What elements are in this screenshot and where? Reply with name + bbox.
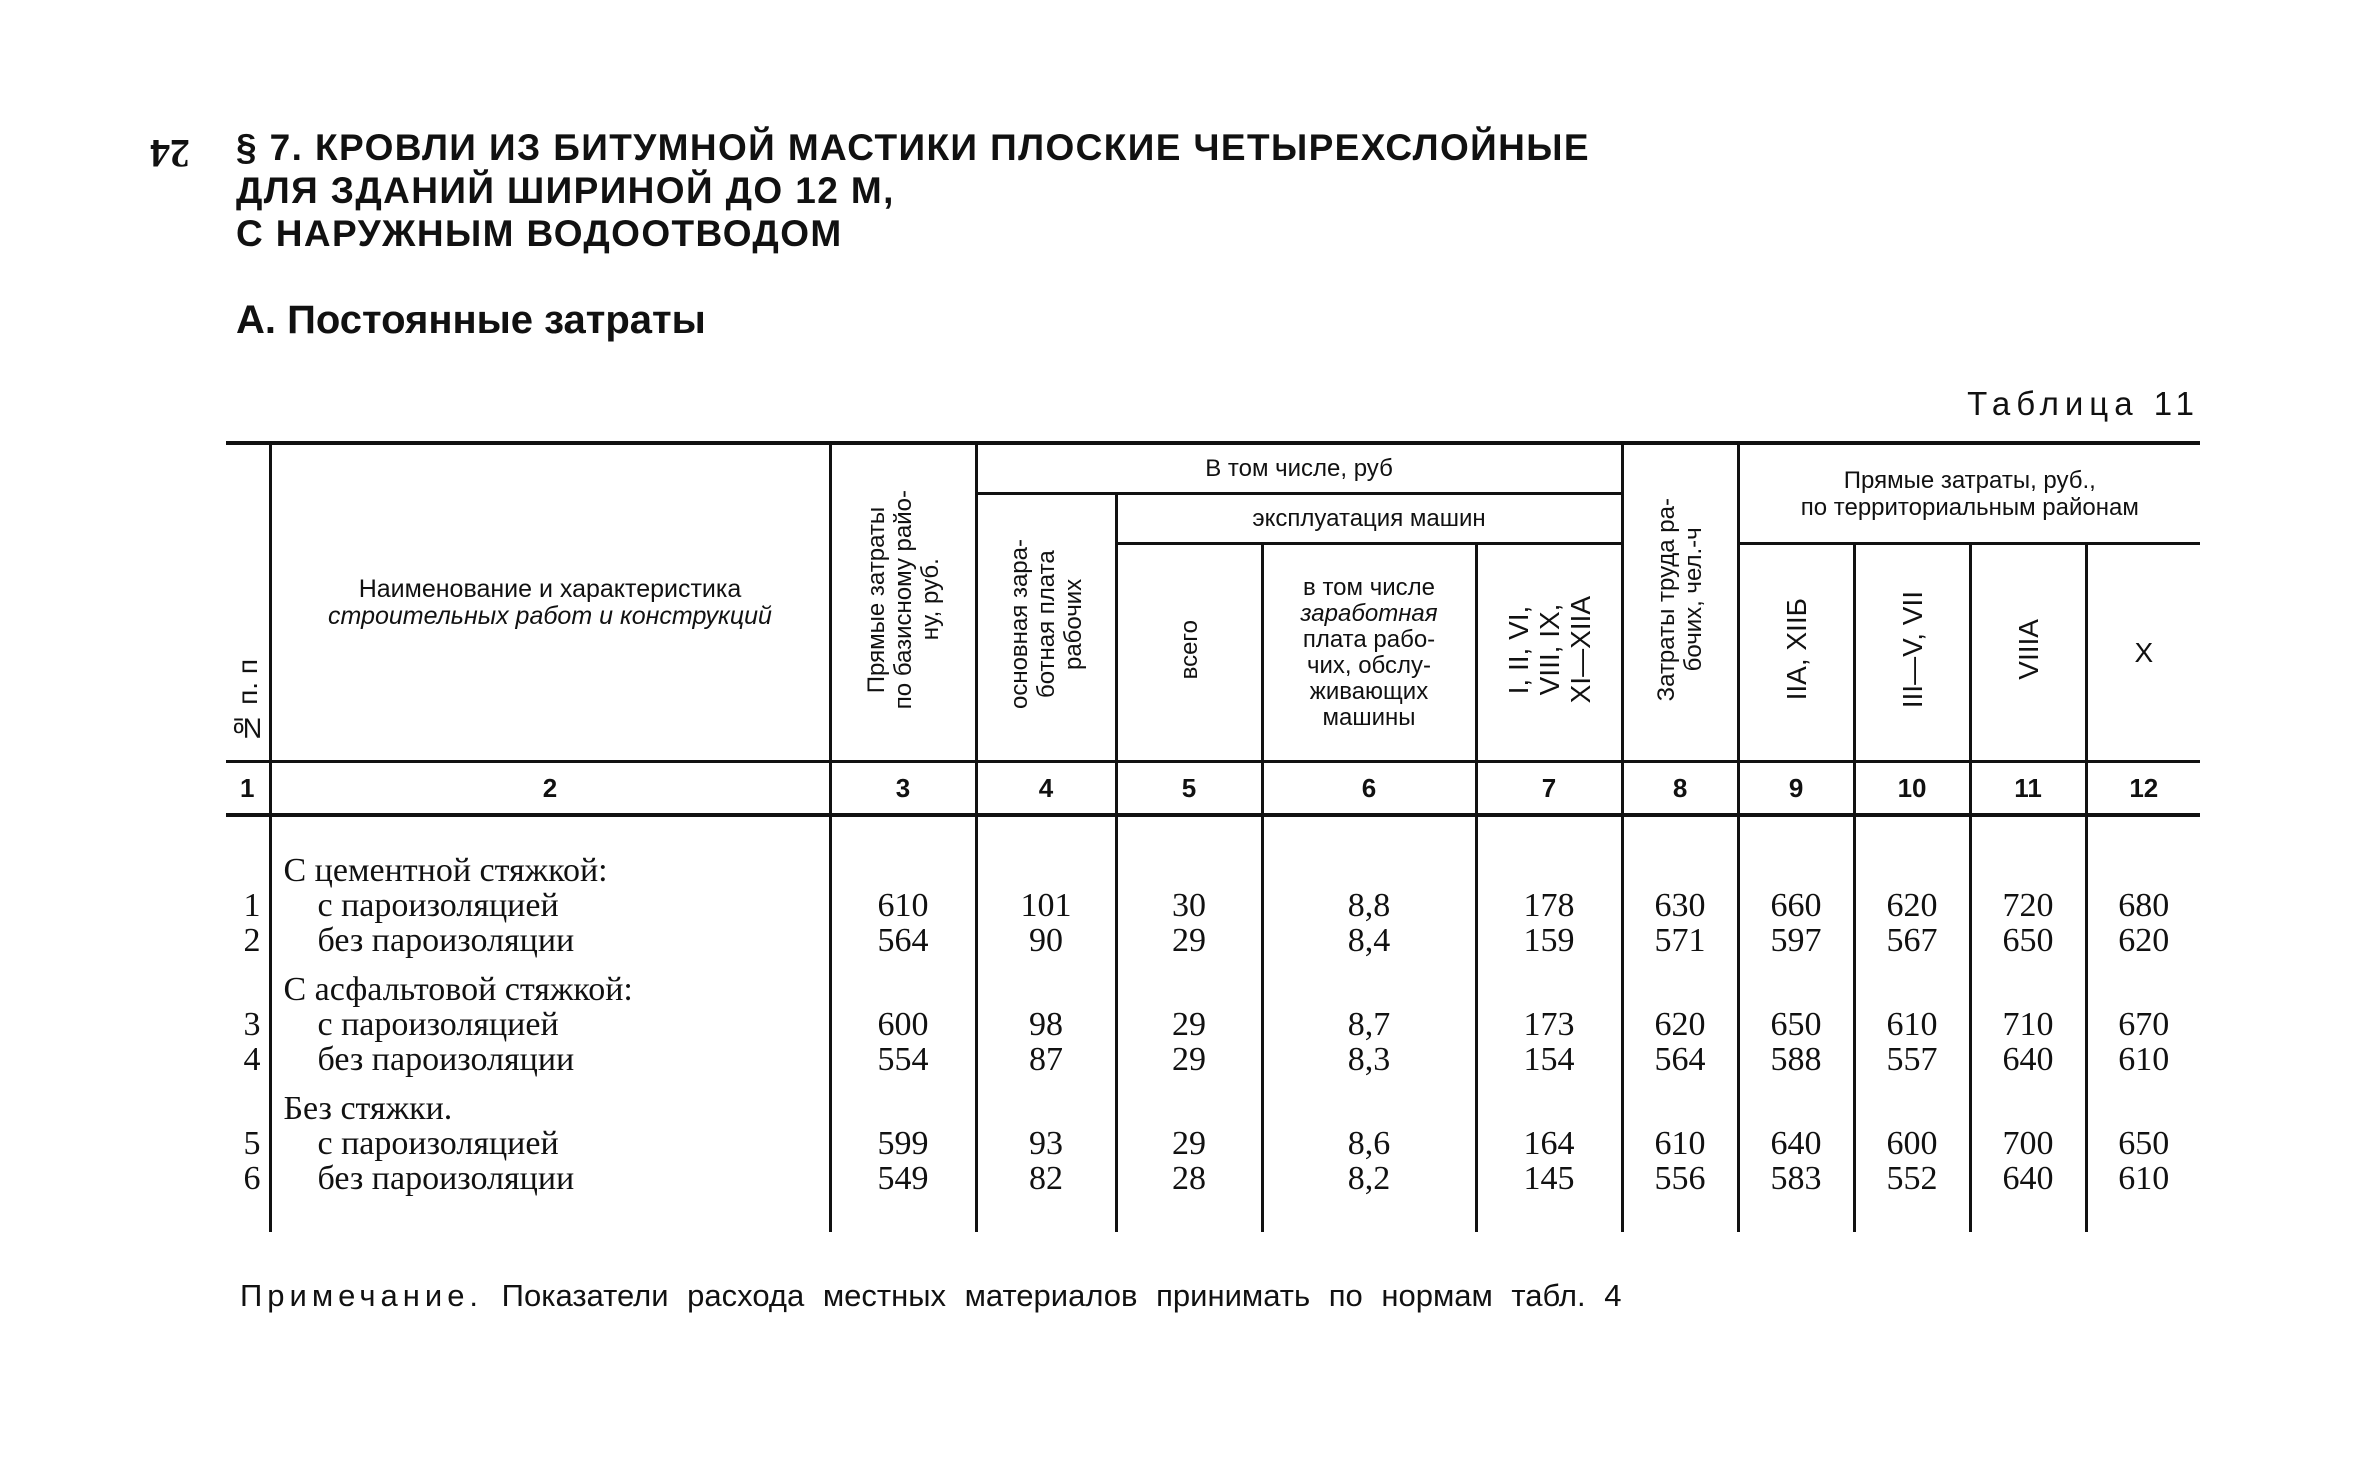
table-caption: Таблица 11 [1967,385,2200,422]
header-region-11: VIIIA [1970,544,2086,762]
cell: 552 [1854,1161,1970,1196]
heading-line-2: ДЛЯ ЗДАНИЙ ШИРИНОЙ ДО 12 М, [236,170,895,211]
cell: 101 [976,888,1116,923]
cell: 90 [976,923,1116,958]
col-number: 6 [1262,762,1476,816]
cell: 87 [976,1042,1116,1077]
header-region-9: IIA, XIIБ [1738,544,1854,762]
cell: 8,6 [1262,1126,1476,1161]
cell: 29 [1116,923,1262,958]
cell: 700 [1970,1126,2086,1161]
cell: 660 [1738,888,1854,923]
cell: 30 [1116,888,1262,923]
cell: 159 [1476,923,1622,958]
group-title: С цементной стяжкой: [270,839,830,888]
cell: 29 [1116,1042,1262,1077]
note-text: Показатели расхода местных материалов принимать по нормам табл. 4 [501,1278,1622,1313]
row-name: с пароизоляцией [270,1126,830,1161]
row-number: 6 [226,1161,270,1196]
header-region-8: I, II, VI, VIII, IX, XI—XIIA [1476,544,1622,762]
table-row [226,923,2200,958]
cell: 620 [1622,1007,1738,1042]
row-number: 4 [226,1042,270,1077]
header-direct-costs: Прямые затраты по базисному райо- ну, руб. [830,443,976,762]
cell: 29 [1116,1126,1262,1161]
group-row [226,958,2200,1007]
section-heading [236,126,1590,255]
cell: 680 [2086,888,2200,923]
row-number: 5 [226,1126,270,1161]
row-name: с пароизоляцией [270,1007,830,1042]
header-machine-wage: в том числе заработная плата рабо- чих, обслу- живающих машины [1262,544,1476,762]
cell: 610 [2086,1161,2200,1196]
row-number: 3 [226,1007,270,1042]
header-region-12: X [2086,544,2200,762]
cell: 564 [830,923,976,958]
table-row [226,1126,2200,1161]
row-name: без пароизоляции [270,923,830,958]
cell: 597 [1738,923,1854,958]
col-number: 11 [1970,762,2086,816]
cell: 610 [830,888,976,923]
header-name: Наименование и характеристика строительных работ и конструкций [270,443,830,762]
col-number: 2 [270,762,830,816]
cell: 571 [1622,923,1738,958]
cell: 600 [830,1007,976,1042]
cell: 557 [1854,1042,1970,1077]
cell: 610 [1622,1126,1738,1161]
cell: 564 [1622,1042,1738,1077]
cell: 556 [1622,1161,1738,1196]
row-name: без пароизоляции [270,1042,830,1077]
col-number: 7 [1476,762,1622,816]
cell: 610 [1854,1007,1970,1042]
cell: 554 [830,1042,976,1077]
cell: 588 [1738,1042,1854,1077]
row-name: с пароизоляцией [270,888,830,923]
row-number: 1 [226,888,270,923]
cell: 82 [976,1161,1116,1196]
cell: 98 [976,1007,1116,1042]
page-number: 24 [150,131,190,176]
column-number-row [226,762,2200,816]
cell: 640 [1738,1126,1854,1161]
cell: 640 [1970,1161,2086,1196]
cell: 93 [976,1126,1116,1161]
header-wage: основная зара- ботная плата рабочих [976,494,1116,762]
cell: 8,4 [1262,923,1476,958]
cell: 600 [1854,1126,1970,1161]
col-number: 3 [830,762,976,816]
table-row [226,1007,2200,1042]
col-number: 9 [1738,762,1854,816]
cell: 8,7 [1262,1007,1476,1042]
cost-table [226,441,2200,1232]
group-row [226,1077,2200,1126]
cell: 670 [2086,1007,2200,1042]
table-row [226,1161,2200,1196]
cell: 599 [830,1126,976,1161]
col-number: 8 [1622,762,1738,816]
header-machines-total: всего [1116,544,1262,762]
group-row [226,839,2200,888]
cell: 650 [1970,923,2086,958]
row-number: 2 [226,923,270,958]
cell: 620 [2086,923,2200,958]
group-title: С асфальтовой стяжкой: [270,958,830,1007]
col-number: 4 [976,762,1116,816]
cell: 28 [1116,1161,1262,1196]
group-title: Без стяжки. [270,1077,830,1126]
cell: 710 [1970,1007,2086,1042]
cell: 650 [2086,1126,2200,1161]
table-row [226,888,2200,923]
subsection-heading: А. Постоянные затраты [236,298,706,342]
cell: 549 [830,1161,976,1196]
row-name: без пароизоляции [270,1161,830,1196]
cell: 8,3 [1262,1042,1476,1077]
cell: 145 [1476,1161,1622,1196]
cell: 720 [1970,888,2086,923]
heading-line-3: С НАРУЖНЫМ ВОДООТВОДОМ [236,213,843,254]
cell: 178 [1476,888,1622,923]
col-number: 10 [1854,762,1970,816]
cell: 29 [1116,1007,1262,1042]
col-number: 5 [1116,762,1262,816]
heading-line-1: § 7. КРОВЛИ ИЗ БИТУМНОЙ МАСТИКИ ПЛОСКИЕ ЧЕТЫРЕХСЛОЙНЫЕ [236,127,1590,168]
col-number: 1 [226,762,270,816]
cell: 583 [1738,1161,1854,1196]
header-number: № п. п [226,443,270,762]
cell: 640 [1970,1042,2086,1077]
cell: 164 [1476,1126,1622,1161]
header-region-10: III—V, VII [1854,544,1970,762]
cell: 8,8 [1262,888,1476,923]
cell: 650 [1738,1007,1854,1042]
note-lead: Примечание. [240,1278,484,1313]
header-including: В том числе, руб [976,443,1622,494]
header-regional-costs: Прямые затраты, руб., по территориальным районам [1738,443,2200,544]
cell: 173 [1476,1007,1622,1042]
cell: 8,2 [1262,1161,1476,1196]
cell: 610 [2086,1042,2200,1077]
cell: 620 [1854,888,1970,923]
cell: 567 [1854,923,1970,958]
table-note [240,1278,1621,1314]
header-machines: эксплуатация машин [1116,494,1622,544]
table-row [226,1042,2200,1077]
cell: 154 [1476,1042,1622,1077]
cell: 630 [1622,888,1738,923]
header-labor: Затраты труда ра- бочих, чел.-ч [1622,443,1738,762]
col-number: 12 [2086,762,2200,816]
